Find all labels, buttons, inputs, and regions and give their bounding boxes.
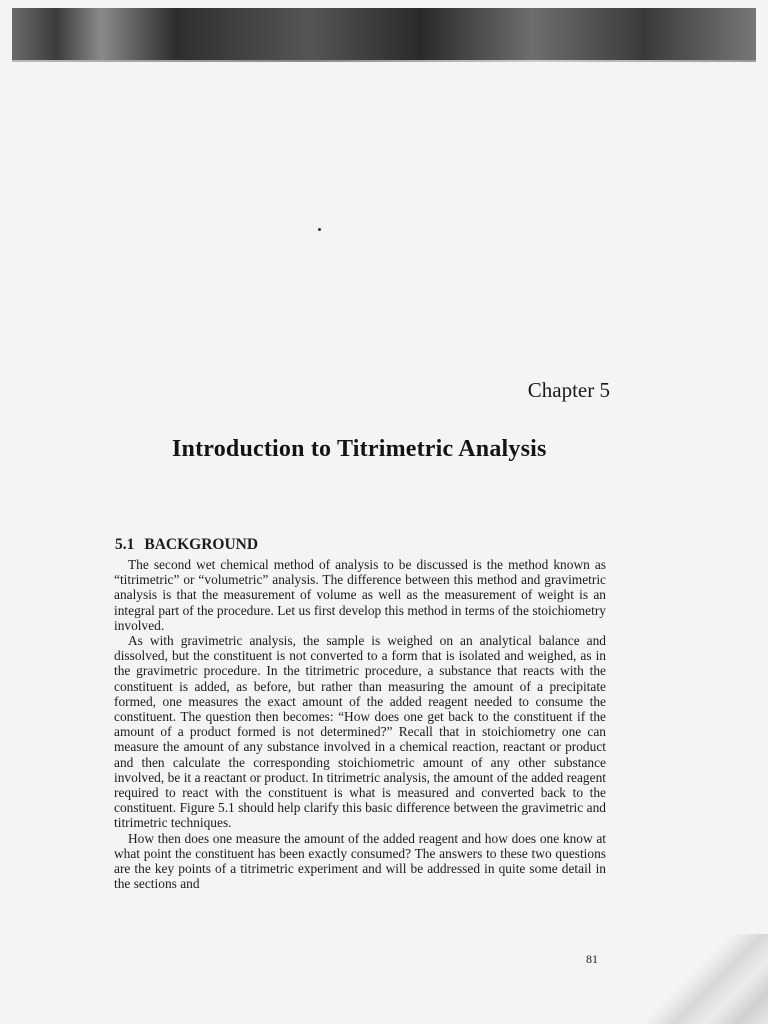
chapter-label: Chapter 5 (527, 378, 610, 402)
section-number: 5.1 (115, 536, 135, 553)
paragraph: The second wet chemical method of analysis to be discussed is the method known as “titrimetric” or “volumetric” analysis. The difference between this method and gravimetric analysis is that the measurement of volume as well as the measurement of weight is an integral part of the procedure. Let us first develop this method in terms of the stoichiometry involved. (114, 557, 606, 633)
page-corner-fold (648, 934, 768, 1024)
section-title: BACKGROUND (144, 536, 259, 553)
section-heading (115, 536, 258, 554)
paragraph: As with gravimetric analysis, the sample is weighed on an analytical balance and dissolved, but the constituent is not converted to a form that is isolated and weighed, as in the gravimetric procedure. In the titrimetric procedure, a substance that reacts with the constituent is added, as before, but rather than measuring the amount of a precipitate formed, one measures the exact amount of the added reagent needed to consume the constituent. The question then becomes: “How does one get back to the constituent if the amount of a product formed is not determined?” Recall that in stoichiometry one can measure the amount of any substance involved in a chemical reaction, reactant or product and then calculate the corresponding stoichiometric amount of any other substance involved, be it a reactant or product. In titrimetric analysis, the amount of the added reagent required to react with the constituent is what is measured and converted back to the constituent. Figure 5.1 should help clarify this basic difference between the gravimetric and titrimetric techniques. (114, 633, 606, 831)
scan-edge-line (12, 60, 756, 62)
chapter-title: Introduction to Titrimetric Analysis (172, 436, 547, 462)
scan-top-edge (12, 8, 756, 60)
scan-speck (318, 228, 321, 231)
body-text (114, 557, 606, 891)
paragraph: How then does one measure the amount of the added reagent and how does one know at what point the constituent has been exactly consumed? The answers to these two questions are the key points of a titrimetric experiment and will be addressed in quite some detail in the sections and (114, 830, 606, 892)
page-number: 81 (586, 952, 598, 966)
